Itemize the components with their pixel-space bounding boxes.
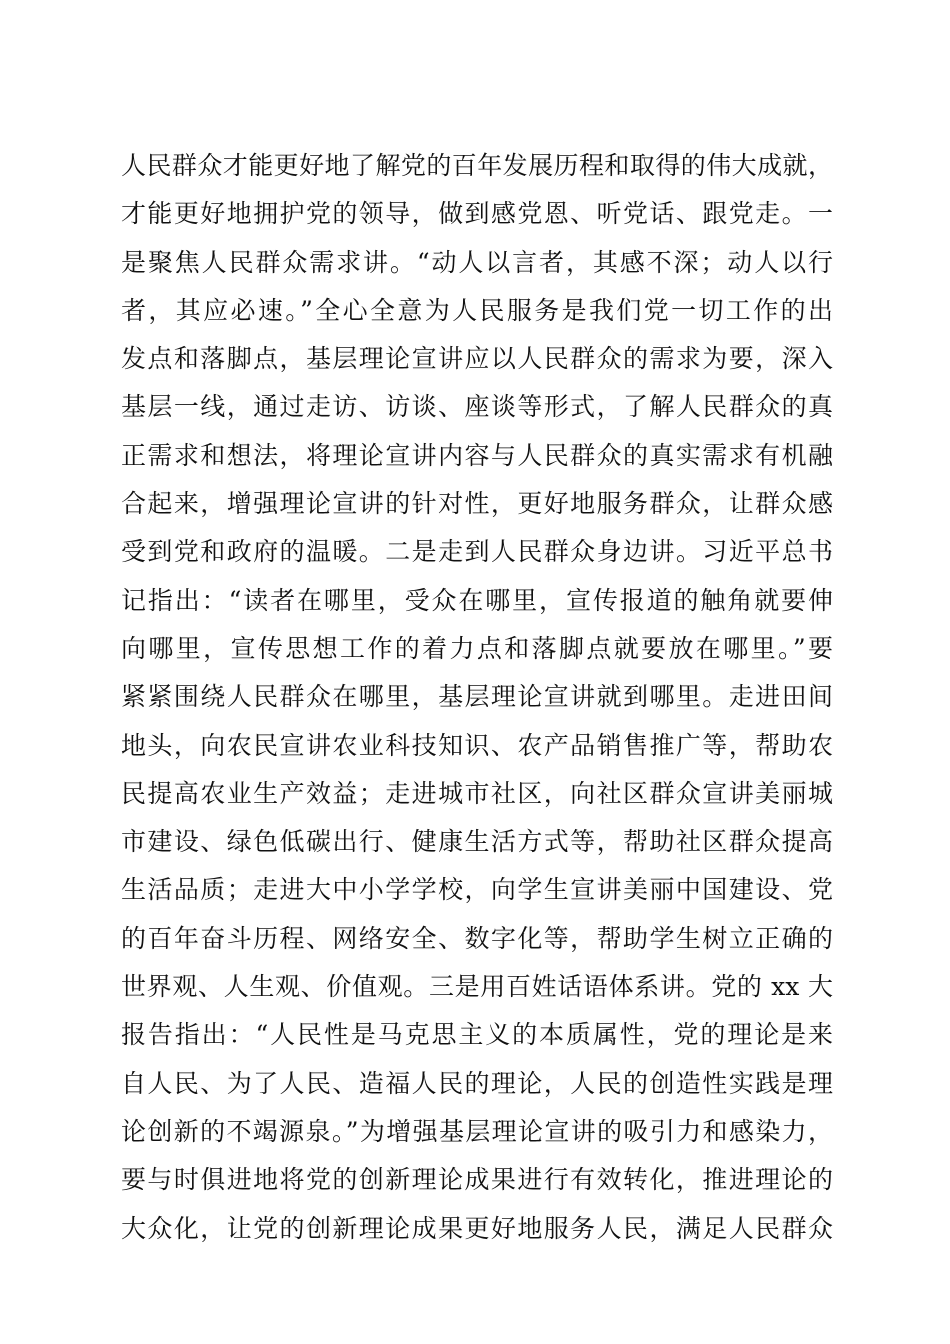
text-line: 基层一线，通过走访、访谈、座谈等形式，了解人民群众的真 — [121, 392, 833, 422]
text-line: 者，其应必速。”全心全意为人民服务是我们党一切工作的出 — [121, 295, 833, 325]
text-line: 大众化，让党的创新理论成果更好地服务人民，满足人民群众 — [121, 1213, 833, 1243]
text-line: 正需求和想法，将理论宣讲内容与人民群众的真实需求有机融 — [121, 440, 833, 470]
text-line: 报告指出：“人民性是马克思主义的本质属性，党的理论是来 — [121, 1020, 833, 1050]
text-line: 的百年奋斗历程、网络安全、数字化等，帮助学生树立正确的 — [121, 923, 833, 953]
text-line: 地头，向农民宣讲农业科技知识、农产品销售推广等，帮助农 — [121, 730, 833, 760]
text-line: 论创新的不竭源泉。”为增强基层理论宣讲的吸引力和感染力， — [121, 1116, 833, 1146]
text-line: 紧紧围绕人民群众在哪里，基层理论宣讲就到哪里。走进田间 — [121, 682, 833, 712]
text-line: 世界观、人生观、价值观。三是用百姓话语体系讲。党的 xx 大 — [121, 972, 833, 1002]
text-line: 自人民、为了人民、造福人民的理论，人民的创造性实践是理 — [121, 1068, 833, 1098]
text-line: 向哪里，宣传思想工作的着力点和落脚点就要放在哪里。”要 — [121, 633, 833, 663]
text-line: 要与时俱进地将党的创新理论成果进行有效转化，推进理论的 — [121, 1165, 833, 1195]
text-line: 发点和落脚点，基层理论宣讲应以人民群众的需求为要，深入 — [121, 344, 833, 374]
text-line: 合起来，增强理论宣讲的针对性，更好地服务群众，让群众感 — [121, 489, 833, 519]
text-line: 是聚焦人民群众需求讲。“动人以言者，其感不深；动人以行 — [121, 247, 833, 277]
body-paragraph — [121, 142, 833, 1253]
text-line: 记指出：“读者在哪里，受众在哪里，宣传报道的触角就要伸 — [121, 585, 833, 615]
text-line: 人民群众才能更好地了解党的百年发展历程和取得的伟大成就， — [121, 151, 833, 180]
text-line: 生活品质；走进大中小学学校，向学生宣讲美丽中国建设、党 — [121, 875, 833, 905]
text-line: 受到党和政府的温暖。二是走到人民群众身边讲。习近平总书 — [121, 537, 833, 567]
text-line: 民提高农业生产效益；走进城市社区，向社区群众宣讲美丽城 — [121, 778, 833, 808]
text-line: 市建设、绿色低碳出行、健康生活方式等，帮助社区群众提高 — [121, 827, 833, 857]
text-line: 才能更好地拥护党的领导，做到感党恩、听党话、跟党走。一 — [121, 199, 833, 229]
